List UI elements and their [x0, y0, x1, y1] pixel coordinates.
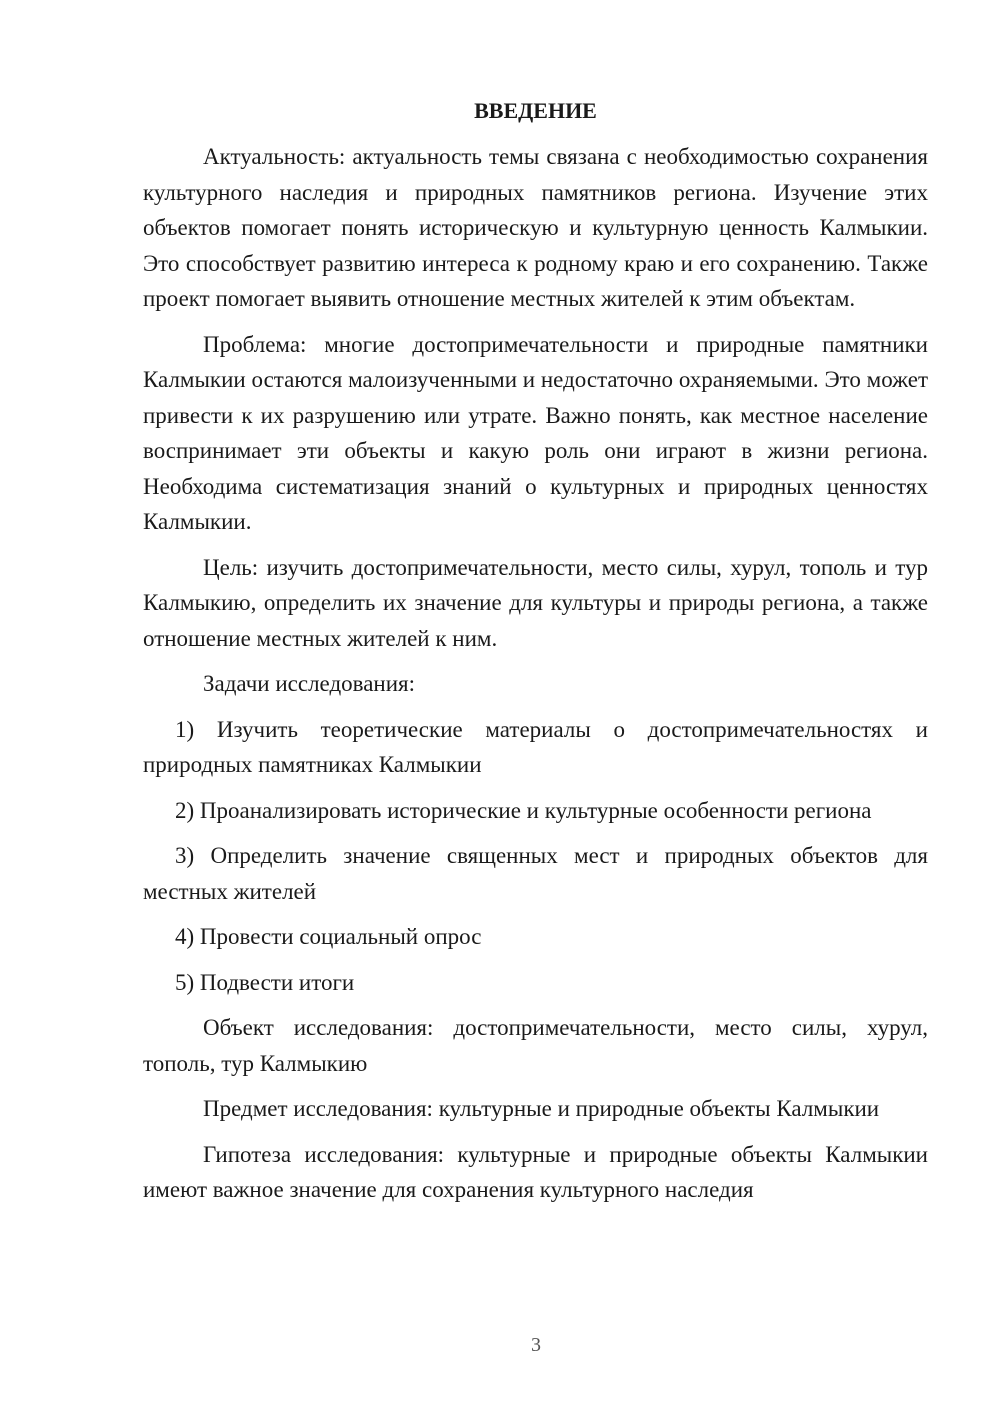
paragraph-tasks-heading: Задачи исследования:	[203, 671, 416, 696]
paragraph-subject: Предмет исследования: культурные и природные объекты Калмыкии	[203, 1096, 880, 1121]
page-title: ВВЕДЕНИЕ	[474, 98, 597, 123]
paragraph-goal: Цель: изучить достопримечательности, место силы, хурул, тополь и тур Калмыкию, определить их значение для культуры и природы региона, а также отношение местных жителей к ним.	[143, 554, 928, 651]
list-item-task-3: 3) Определить значение священных мест и природных объектов для местных жителей	[143, 843, 928, 904]
page-number	[0, 1334, 1000, 1357]
list-item-task-5: 5) Подвести итоги	[175, 969, 355, 995]
paragraph-problem: Проблема: многие достопримечательности и природные памятники Калмыкии остаются малоизученными и недостаточно охраняемыми. Это может привести к их разрушению или утрате. Важно понять, как местное население воспринимает эти объекты и какую роль они играют в жизни региона. Необходима систематизация знаний о культурных и природных ценностях Калмыкии.	[143, 331, 928, 534]
paragraph-object: Объект исследования: достопримечательности, место силы, хурул, тополь, тур Калмыкию	[143, 1015, 928, 1076]
list-item-task-1: 1) Изучить теоретические материалы о достопримечательностях и природных памятниках Калмыкии	[143, 716, 928, 777]
list-item-task-2: 2) Проанализировать исторические и культурные особенности региона	[175, 797, 872, 823]
list-item-task-4: 4) Провести социальный опрос	[175, 924, 482, 949]
page-content	[143, 97, 928, 1218]
paragraph-hypothesis: Гипотеза исследования: культурные и природные объекты Калмыкии имеют важное значение для сохранения культурного наследия	[143, 1141, 928, 1202]
paragraph-relevance: Актуальность: актуальность темы связана с необходимостью сохранения культурного наследия и природных памятников региона. Изучение этих объектов помогает понять историческую и культурную ценность Калмыкии. Это способствует развитию интереса к родному краю и его сохранению. Также проект помогает выявить отношение местных жителей к этим объектам.	[143, 144, 928, 311]
page-number-label: 3	[531, 1334, 541, 1356]
